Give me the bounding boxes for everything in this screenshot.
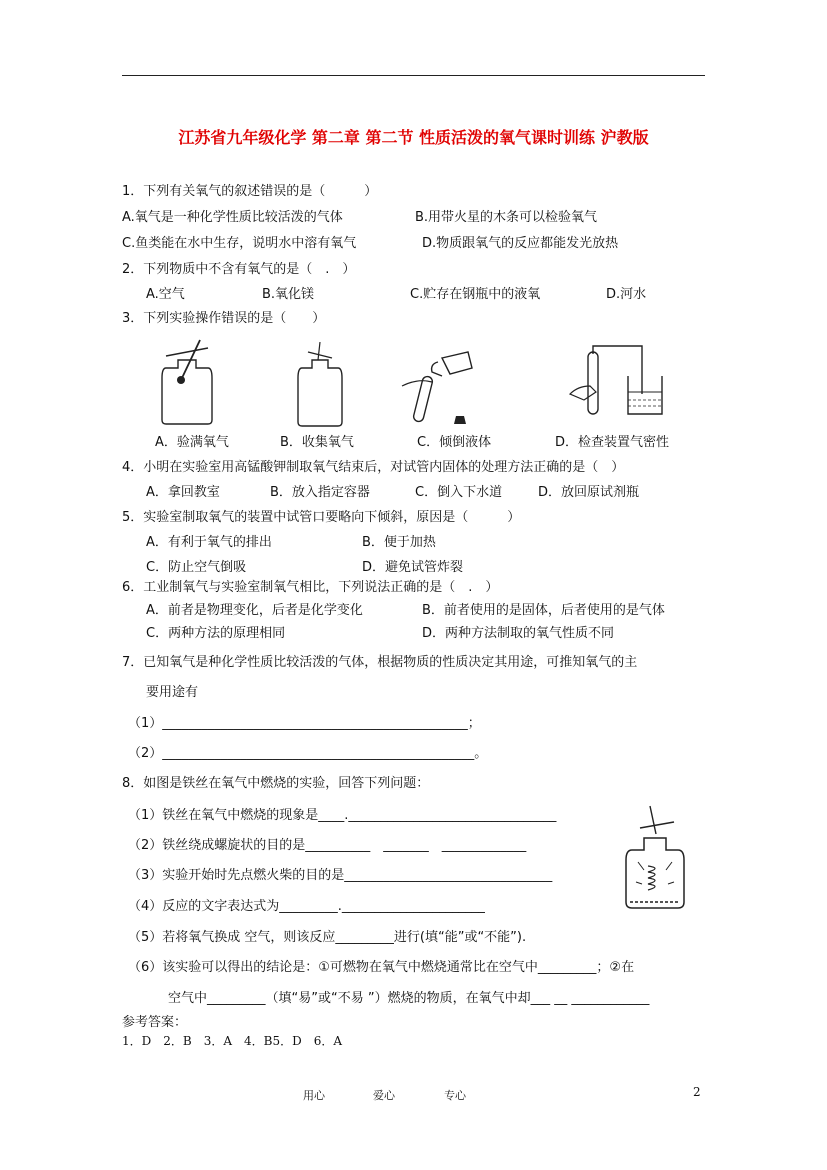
q7-stem: 7．已知氧气是种化学性质比较活泼的气体，根据物质的性质决定其用途，可推知氧气的主 [122, 655, 638, 670]
q2-option-b: B.氧化镁 [262, 287, 315, 302]
check-airtight-figure [562, 342, 682, 428]
q3-option-b: B．收集氧气 [280, 435, 354, 450]
q8-sub-6-continued: 空气中_________（填“易”或“不易 ”）燃烧的物质，在氧气中却___ __ ____________ [168, 991, 650, 1006]
footer-text-1: 用心 [303, 1089, 325, 1102]
q8-sub-3: （3）实验开始时先点燃火柴的目的是________________________________ [128, 868, 553, 883]
q2-option-a: A.空气 [146, 287, 185, 302]
q1-option-c: C.鱼类能在水中生存，说明水中溶有氧气 [122, 236, 357, 251]
q7-stem-continued: 要用途有 [146, 685, 199, 700]
pour-liquid-figure [398, 342, 478, 428]
q2-option-d: D.河水 [606, 287, 647, 302]
q6-option-b: B．前者使用的是固体，后者使用的是气体 [422, 603, 665, 618]
q6-stem: 6．工业制氧气与实验室制氧气相比，下列说法正确的是（ . ） [122, 580, 499, 595]
footer-text-2: 爱心 [373, 1089, 395, 1102]
page-title: 江苏省九年级化学 第二章 第二节 性质活泼的氧气课时训练 沪教版 [178, 128, 649, 147]
q4-option-b: B．放入指定容器 [270, 485, 370, 500]
q8-stem: 8．如图是铁丝在氧气中燃烧的实验，回答下列问题： [122, 776, 430, 791]
q5-option-d: D．避免试管炸裂 [362, 560, 464, 575]
q1-option-a: A.氧气是一种化学性质比较活泼的气体 [122, 210, 343, 225]
q5-option-a: A．有利于氧气的排出 [146, 535, 272, 550]
q2-option-c: C.贮存在钢瓶中的液氧 [410, 287, 541, 302]
answers-text: 1．D 2．B 3．A 4．B5．D 6．A [122, 1034, 343, 1048]
q3-option-c: C．倾倒液体 [417, 435, 492, 450]
answers-label: 参考答案： [122, 1015, 188, 1030]
q3-option-a: A．验满氧气 [155, 435, 229, 450]
q3-option-d: D．检查装置气密性 [555, 435, 670, 450]
q4-option-a: A．拿回教室 [146, 485, 220, 500]
header-rule [122, 75, 705, 76]
q1-option-b: B.用带火星的木条可以检验氧气 [415, 210, 598, 225]
q8-sub-5: （5）若将氧气换成 空气，则该反应_________进行(填“能”或“不能”). [128, 930, 527, 945]
q5-option-c: C．防止空气倒吸 [146, 560, 247, 575]
q8-sub-4: （4）反应的文字表达式为_________.______________________ [128, 899, 485, 914]
q6-option-a: A．前者是物理变化，后者是化学变化 [146, 603, 363, 618]
q7-blank-2: （2）________________________________________________。 [128, 746, 488, 761]
q4-stem: 4．小明在实验室用高锰酸钾制取氧气结束后，对试管内固体的处理方法正确的是（ ） [122, 460, 625, 475]
q6-option-d: D．两种方法制取的氧气性质不同 [422, 626, 615, 641]
q1-stem: 1．下列有关氧气的叙述错误的是（ ） [122, 184, 378, 199]
q2-stem: 2．下列物质中不含有氧气的是（ . ） [122, 262, 356, 277]
q1-option-d: D.物质跟氧气的反应都能发光放热 [422, 236, 619, 251]
q5-stem: 5．实验室制取氧气的装置中试管口要略向下倾斜，原因是（ ） [122, 510, 521, 525]
q5-option-b: B．便于加热 [362, 535, 436, 550]
q3-stem: 3．下列实验操作错误的是（ ） [122, 311, 326, 326]
q8-sub-6: （6）该实验可以得出的结论是：①可燃物在氧气中燃烧通常比在空气中_________；②在 [128, 960, 635, 975]
q4-option-c: C．倒入下水道 [415, 485, 503, 500]
page-number: 2 [693, 1085, 701, 1099]
q6-option-c: C．两种方法的原理相同 [146, 626, 286, 641]
verify-oxygen-figure [152, 338, 222, 428]
q8-sub-2: （2）铁丝绕成螺旋状的目的是__________ _______ _____________ [128, 838, 527, 853]
q8-sub-1: （1）铁丝在氧气中燃烧的现象是____.________________________________ [128, 808, 557, 823]
collect-oxygen-figure [290, 342, 350, 428]
q7-blank-1: （1）_______________________________________________； [128, 716, 481, 731]
iron-burning-figure [618, 804, 692, 912]
q4-option-d: D．放回原试剂瓶 [538, 485, 640, 500]
footer-text-3: 专心 [444, 1089, 466, 1102]
